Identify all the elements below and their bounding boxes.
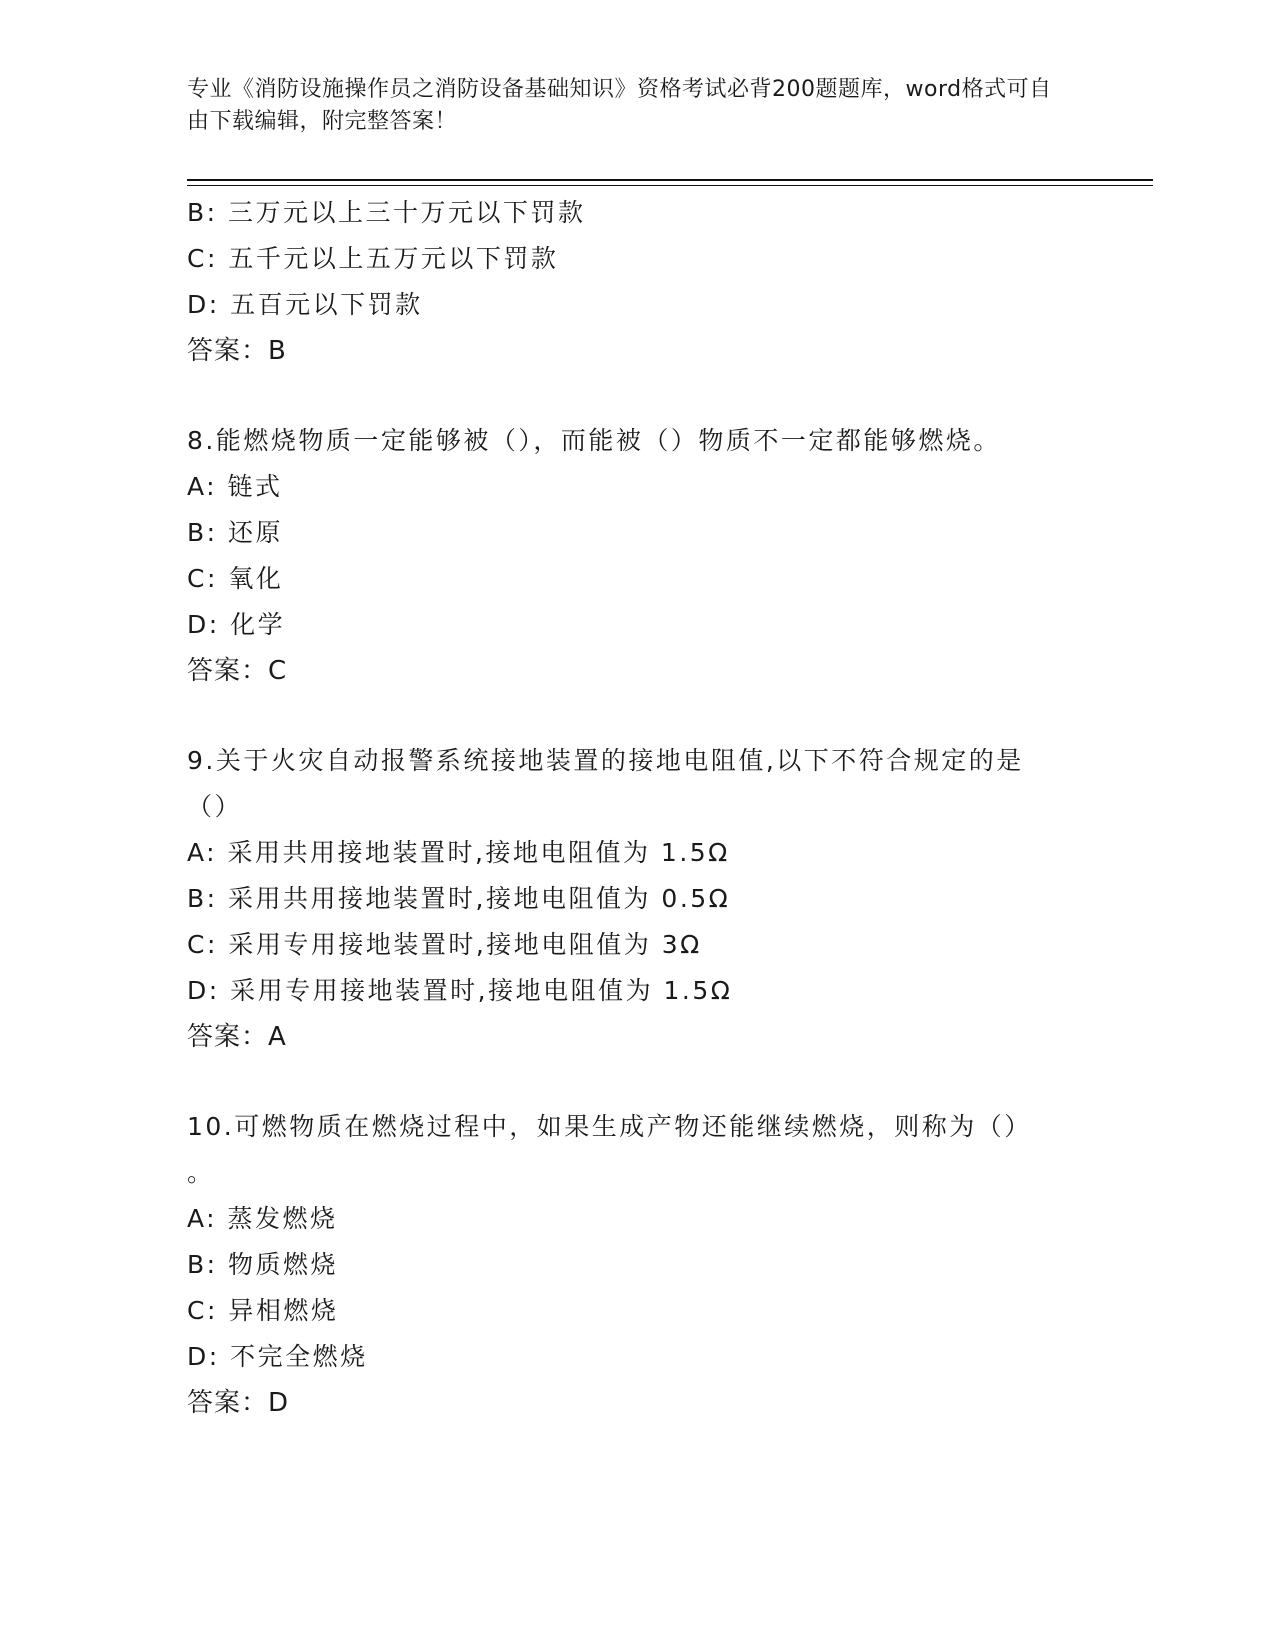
option-a: A: 采用共用接地装置时,接地电阻值为 1.5Ω [187,838,730,867]
question-text: 10.可燃物质在燃烧过程中，如果生成产物还能继续燃烧，则称为（） [187,1112,1032,1141]
option-d: D: 不完全燃烧 [187,1342,368,1371]
option-c: C: 异相燃烧 [187,1296,339,1325]
question-8 [187,418,1087,694]
header-rule-thin [187,185,1153,186]
header-rule-thick [187,179,1153,181]
question-text-continuation: （） [187,792,243,821]
option-b: B: 物质燃烧 [187,1250,339,1279]
option-b: B: 采用共用接地装置时,接地电阻值为 0.5Ω [187,884,731,913]
header-title: 专业《消防设施操作员之消防设备基础知识》资格考试必背200题题库，word格式可自由下载编辑，附完整答案！ [187,77,1052,134]
question-text: 9.关于火灾自动报警系统接地装置的接地电阻值,以下不符合规定的是 [187,746,1024,775]
answer-line: 答案：B [187,336,287,366]
document-header [187,74,1067,138]
answer-line: 答案：D [187,1388,290,1418]
option-c: C: 五千元以上五万元以下罚款 [187,244,559,273]
question-text-continuation: 。 [187,1158,215,1187]
question-10 [187,1104,1087,1426]
previous-question-tail [187,190,1087,374]
answer-line: 答案：A [187,1022,287,1052]
option-d: D: 五百元以下罚款 [187,290,423,319]
question-text: 8.能燃烧物质一定能够被（），而能被（）物质不一定都能够燃烧。 [187,426,1001,455]
question-9 [187,738,1087,1060]
option-d: D: 采用专用接地装置时,接地电阻值为 1.5Ω [187,976,733,1005]
option-a: A: 链式 [187,472,283,501]
question-content [187,190,1087,1426]
option-a: A: 蒸发燃烧 [187,1204,338,1233]
option-d: D: 化学 [187,610,286,639]
option-c: C: 采用专用接地装置时,接地电阻值为 3Ω [187,930,702,959]
option-b: B: 三万元以上三十万元以下罚款 [187,198,586,227]
answer-line: 答案：C [187,656,288,686]
option-b: B: 还原 [187,518,284,547]
option-c: C: 氧化 [187,564,284,593]
